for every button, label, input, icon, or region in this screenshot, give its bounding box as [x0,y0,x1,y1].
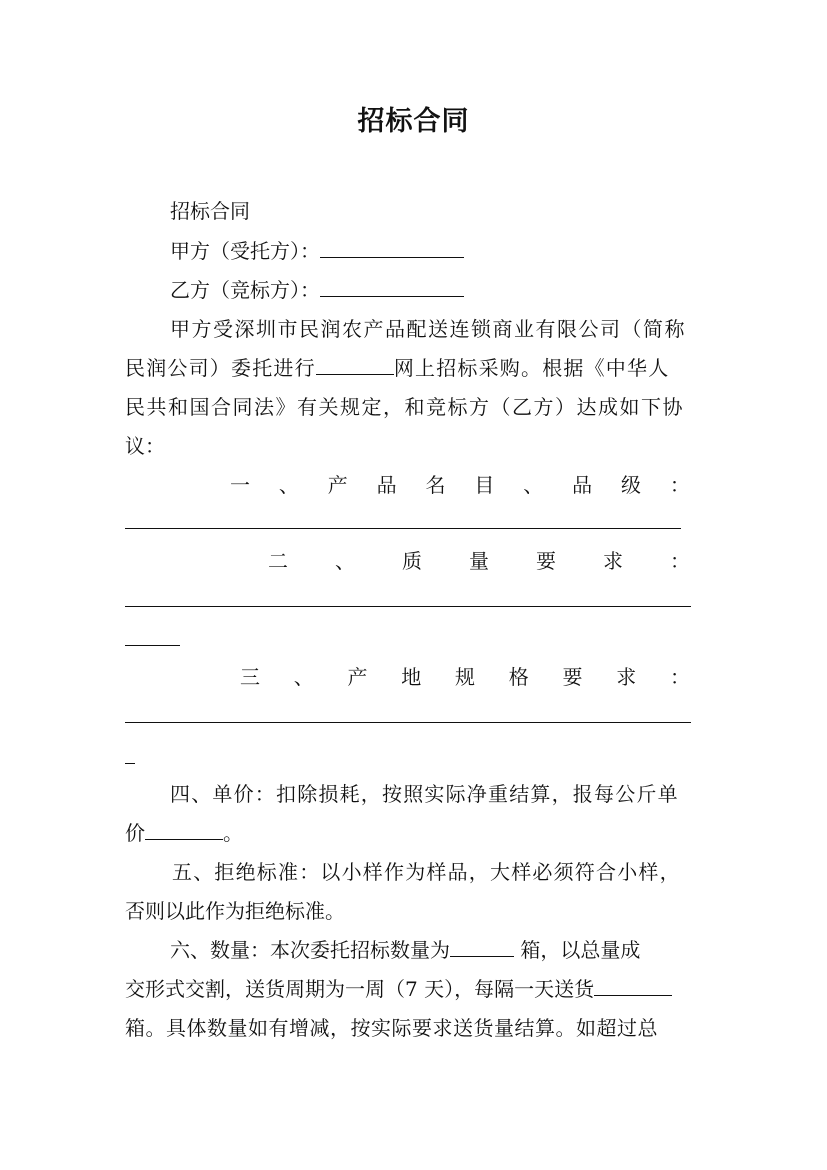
section-6-line-1-b: 箱，以总量成 [514,938,641,962]
s1-char: 品 [376,473,397,497]
quantity-blank[interactable] [450,940,514,957]
section-3-blank-2[interactable] [125,763,135,764]
s2-char: 求 [603,549,623,573]
purchase-item-blank[interactable] [316,358,394,375]
document-title: 招标合同 [357,106,470,137]
s1-char: 产 [327,473,348,497]
s1-char: 品 [572,473,593,497]
section-1-heading [230,472,690,498]
s3-char: 、 [293,665,314,689]
unit-price-blank[interactable] [145,823,223,840]
section-2-blank-1[interactable] [125,606,691,607]
preamble-line-2 [125,355,710,381]
section-2-blank-2[interactable] [125,645,180,646]
preamble-line-2-b: 网上招标采购。根据《中华人 [393,356,670,380]
preamble-line-4: 议： [125,434,165,458]
s3-char: ： [670,665,690,689]
contract-heading: 招标合同 [170,199,250,223]
s2-char: 量 [469,549,489,573]
preamble-line-2-a: 民润公司）委托进行 [125,356,316,380]
section-6-line-3: 箱。具体数量如有增减，按实际要求送货量结算。如超过总 [125,1016,658,1040]
party-a-blank[interactable] [320,241,464,258]
section-6-line-2 [125,976,710,1002]
party-b-label: 乙方（竞标方）： [170,278,320,302]
s2-char: ： [670,549,690,573]
party-a-label: 甲方（受托方）： [170,239,320,263]
s1-char: 一 [230,473,250,497]
s1-char: 目 [474,473,495,497]
section-6-line-1-a: 六、数量：本次委托招标数量为 [170,938,450,962]
s3-char: 格 [508,665,529,689]
section-4-line-1: 四、单价：扣除损耗，按照实际净重结算，报每公斤单 [170,782,679,806]
section-3-heading [240,664,690,690]
s1-char: 、 [523,473,544,497]
preamble-line-3: 民共和国合同法》有关规定，和竞标方（乙方）达成如下协 [125,395,684,419]
s2-char: 、 [335,549,355,573]
s1-char: 名 [425,473,446,497]
s3-char: 三 [240,665,260,689]
section-4-line-2-b: 。 [223,821,243,845]
s1-char: ： [669,473,690,497]
section-3-blank-1[interactable] [125,722,691,723]
s3-char: 规 [455,665,475,689]
section-5-line-1: 五、拒绝标准：以小样作为样品，大样必须符合小样， [172,860,681,884]
s2-char: 二 [268,549,288,573]
party-b-line [170,277,710,303]
party-a-line [170,238,710,264]
s3-char: 求 [616,665,637,689]
s3-char: 产 [347,665,368,689]
section-4-line-2 [125,820,710,846]
section-6-line-1 [170,937,710,963]
section-6-line-2-a: 交形式交割，送货周期为一周（7 天），每隔一天送货 [125,977,595,1001]
s1-char: 、 [278,473,299,497]
section-5-line-2: 否则以此作为拒绝标准。 [125,899,345,923]
s3-char: 要 [562,665,583,689]
s2-char: 要 [536,549,556,573]
s3-char: 地 [401,665,422,689]
s1-char: 级 [621,473,641,497]
delivery-blank[interactable] [594,979,672,996]
section-4-line-2-a: 价 [125,821,145,845]
section-2-heading [268,548,690,574]
preamble-line-1: 甲方受深圳市民润农产品配送连锁商业有限公司（简称 [170,317,686,341]
section-1-blank[interactable] [125,528,681,529]
party-b-blank[interactable] [320,280,464,297]
s2-char: 质 [402,549,422,573]
